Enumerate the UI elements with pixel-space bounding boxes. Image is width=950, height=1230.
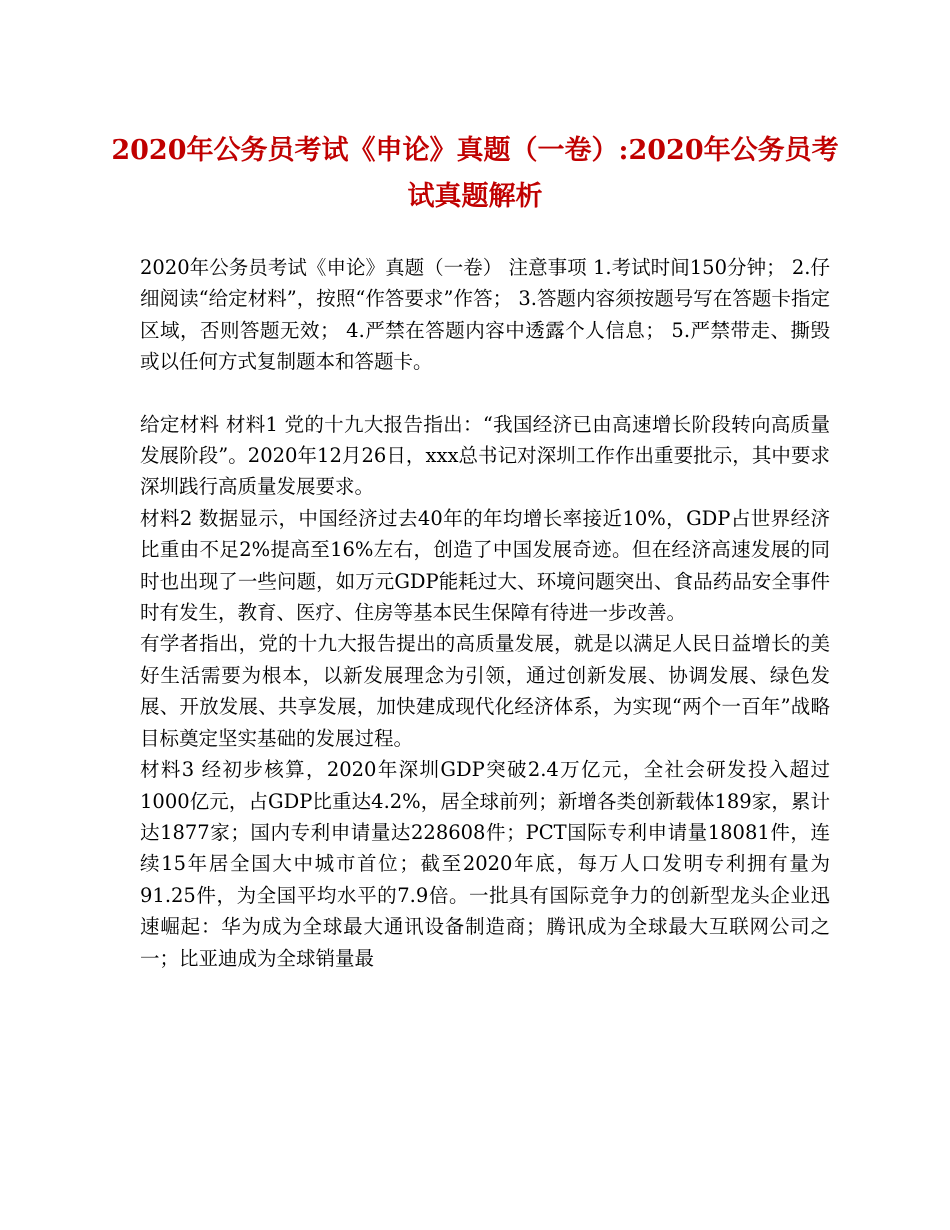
material-2-paragraph: 材料2 数据显示，中国经济过去40年的年均增长率接近10%，GDP占世界经济比重由不足2%提高至16%左右，创造了中国发展奇迹。但在经济高速发展的同时也出现了一些问题，如万元GDP能耗过大、环境问题突出、食品药品安全事件时有发生，教育、医疗、住房等基本民生保障有待进一步改善。 — [140, 506, 830, 625]
document-body — [140, 252, 830, 974]
paragraph-spacer — [140, 378, 830, 409]
document-title: 2020年公务员考试《申论》真题（一卷）:2020年公务员考试真题解析 — [111, 135, 839, 212]
scholar-paragraph: 有学者指出，党的十九大报告提出的高质量发展，就是以满足人民日益增长的美好生活需要为根本，以新发展理念为引领，通过创新发展、协调发展、绿色发展、开放发展、共享发展，加快建成现代化经济体系，为实现“两个一百年”战略目标奠定坚实基础的发展过程。 — [140, 632, 830, 750]
notice-paragraph: 2020年公务员考试《申论》真题（一卷） 注意事项 1.考试时间150分钟； 2.仔细阅读“给定材料”，按照“作答要求”作答； 3.答题内容须按题号写在答题卡指定区域，否则答题无效； 4.严禁在答题内容中透露个人信息； 5.严禁带走、撕毁或以任何方式复制题本和答题卡。 — [140, 256, 830, 374]
material-3-paragraph: 材料3 经初步核算，2020年深圳GDP突破2.4万亿元，全社会研发投入超过1000亿元，占GDP比重达4.2%，居全球前列；新增各类创新载体189家，累计达1877家；国内专利申请量达228608件；PCT国际专利申请量18081件，连续15年居全国大中城市首位；截至2020年底，每万人口发明专利拥有量为91.25件，为全国平均水平的7.9倍。一批具有国际竞争力的创新型龙头企业迅速崛起：华为成为全球最大通讯设备制造商；腾讯成为全球最大互联网公司之一；比亚迪成为全球销量最 — [140, 758, 830, 970]
material-1-paragraph: 给定材料 材料1 党的十九大报告指出：“我国经济已由高速增长阶段转向高质量发展阶段”。2020年12月26日，xxx总书记对深圳工作作出重要批示，其中要求深圳践行高质量发展要求。 — [140, 412, 830, 499]
